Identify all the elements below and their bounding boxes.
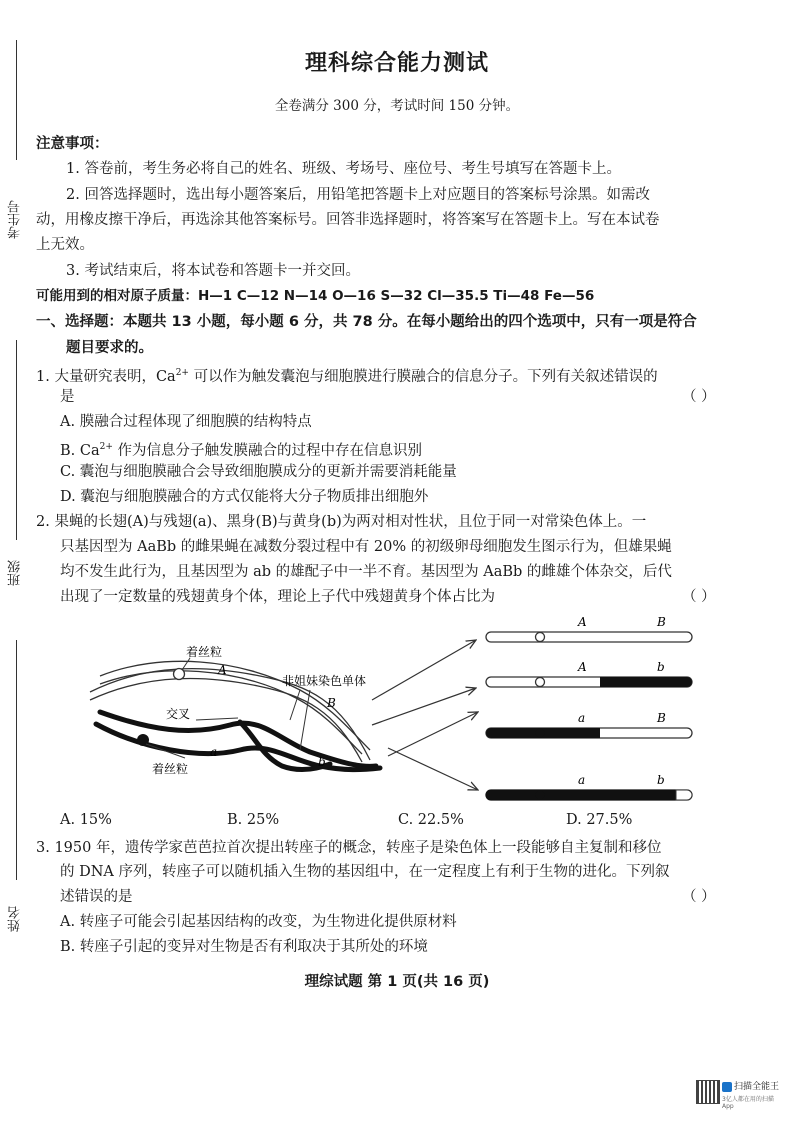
q3-answer-blank: （ ）: [682, 889, 716, 905]
chromatid-2-right-gene: b: [657, 660, 665, 674]
chromatid-Ab: [486, 660, 692, 687]
q2-stem-line-2: 只基因型为 AaBb 的雌果蝇在减数分裂过程中有 20% 的初级卵母细胞发生图示行为，但雄果蝇: [60, 539, 672, 555]
chromatid-ab: [486, 773, 692, 800]
q2-option-b: B. 25%: [227, 812, 280, 828]
gene-label-A: A: [218, 663, 227, 677]
label-non-sister: 非姐妹染色单体: [282, 674, 367, 688]
label-centromere-top: 着丝粒: [186, 645, 223, 659]
note-item-2-line-1: 2. 回答选择题时，选出每小题答案后，用铅笔把答题卡上对应题目的答案标号涂黑。如需改: [66, 187, 650, 203]
chromatid-4-right-gene: b: [657, 773, 665, 787]
section-1-heading-line-2: 题目要求的。: [66, 340, 153, 356]
chromatid-4-left-gene: a: [578, 773, 586, 787]
q2-answer-blank: （ ）: [682, 589, 716, 605]
gene-label-b: b: [318, 755, 326, 769]
scanner-subtitle: 3亿人都在用的扫描App: [722, 1096, 774, 1110]
q3-option-a: A. 转座子可能会引起基因结构的改变，为生物进化提供原材料: [60, 914, 457, 930]
q3-option-b: B. 转座子引起的变异对生物是否有利取决于其所处的环境: [60, 939, 428, 955]
scanner-watermark: [696, 1078, 782, 1110]
note-item-2-line-3: 上无效。: [36, 237, 94, 253]
page-footer: 理综试题 第 1 页(共 16 页): [304, 974, 490, 990]
arrows: [372, 640, 478, 790]
notes-heading: 注意事项：: [36, 136, 109, 152]
note-item-2-line-2: 动，用橡皮擦干净后，再选涂其他答案标号。回答非选择题时，将答案写在答题卡上。写在本试卷: [36, 212, 660, 228]
q3-stem-line-1: 3. 1950 年，遗传学家芭芭拉首次提出转座子的概念，转座子是染色体上一段能够自主复制和移位: [36, 840, 662, 856]
chromatid-aB: [486, 711, 692, 738]
q1-option-a: A. 膜融合过程体现了细胞膜的结构特点: [60, 414, 312, 430]
q1-stem: 1. 大量研究表明，$Ca^{2+}$ 可以作为触发囊泡与细胞膜进行膜融合的信息分子。下列有关叙述错误的: [36, 368, 658, 385]
scanner-brand: 扫描全能王: [734, 1082, 780, 1092]
page-subtitle: 全卷满分 300 分，考试时间 150 分钟。: [274, 98, 520, 114]
gene-label-B: B: [327, 696, 336, 710]
q1-answer-blank: （ ）: [682, 389, 716, 405]
q3-stem-line-2: 的 DNA 序列，转座子可以随机插入生物的基因组中，在一定程度上有利于生物的进化。下列叙: [60, 864, 670, 880]
page-title: 理科综合能力测试: [304, 51, 489, 76]
chromatid-3-right-gene: B: [657, 711, 666, 725]
chromatid-3-left-gene: a: [578, 711, 586, 725]
q1-stem-line-2: 是: [60, 389, 75, 405]
name-label: 姓名: [8, 906, 23, 932]
q1-option-b: B. $Ca^{2+}$ 作为信息分子触发膜融合的过程中存在信息识别: [60, 442, 423, 459]
chromatid-1-left-gene: A: [578, 615, 587, 629]
q2-stem-line-4: 出现了一定数量的残翅黄身个体，理论上子代中残翅黄身个体占比为: [60, 589, 495, 605]
class-label: 班级: [8, 560, 23, 586]
scanner-logo-icon: [722, 1082, 732, 1092]
section-1-heading: 一、选择题：本题共 13 小题，每小题 6 分，共 78 分。在每小题给出的四个选项中，只有一项是符合: [36, 314, 697, 330]
chromatid-AB: [486, 615, 692, 642]
label-crossover: 交叉: [166, 707, 191, 721]
q2-option-a: A. 15%: [60, 812, 112, 828]
q2-option-c: C. 22.5%: [398, 812, 464, 828]
label-centromere-bottom: 着丝粒: [152, 762, 189, 776]
note-item-1: 1. 答卷前，考生务必将自己的姓名、班级、考场号、座位号、考生号填写在答题卡上。: [66, 161, 621, 177]
chromatid-2-left-gene: A: [578, 660, 587, 674]
note-item-3: 3. 考试结束后，将本试卷和答题卡一并交回。: [66, 263, 360, 279]
q1-option-c: C. 囊泡与细胞膜融合会导致细胞膜成分的更新并需要消耗能量: [60, 464, 457, 480]
chromatid-1-right-gene: B: [657, 615, 666, 629]
exam-number-label: 考生号: [8, 200, 23, 239]
top-centromere-icon: [174, 669, 185, 680]
q2-option-d: D. 27.5%: [566, 812, 633, 828]
qr-code-icon: [696, 1080, 720, 1104]
atomic-masses: 可能用到的相对原子质量：H—1 C—12 N—14 O—16 S—32 Cl—35.5 Ti—48 Fe—56: [36, 288, 595, 304]
q3-stem-line-3: 述错误的是: [60, 889, 133, 905]
q1-option-d: D. 囊泡与细胞膜融合的方式仅能将大分子物质排出细胞外: [60, 489, 429, 505]
q2-stem-line-1: 2. 果蝇的长翅(A)与残翅(a)、黑身(B)与黄身(b)为两对相对性状，且位于同一对常染色体上。一: [36, 514, 647, 530]
q2-stem-line-3: 均不发生此行为，且基因型为 ab 的雄配子中一半不育。基因型为 AaBb 的雌雄个体杂交，后代: [60, 564, 672, 580]
gene-label-a: a: [210, 745, 218, 759]
